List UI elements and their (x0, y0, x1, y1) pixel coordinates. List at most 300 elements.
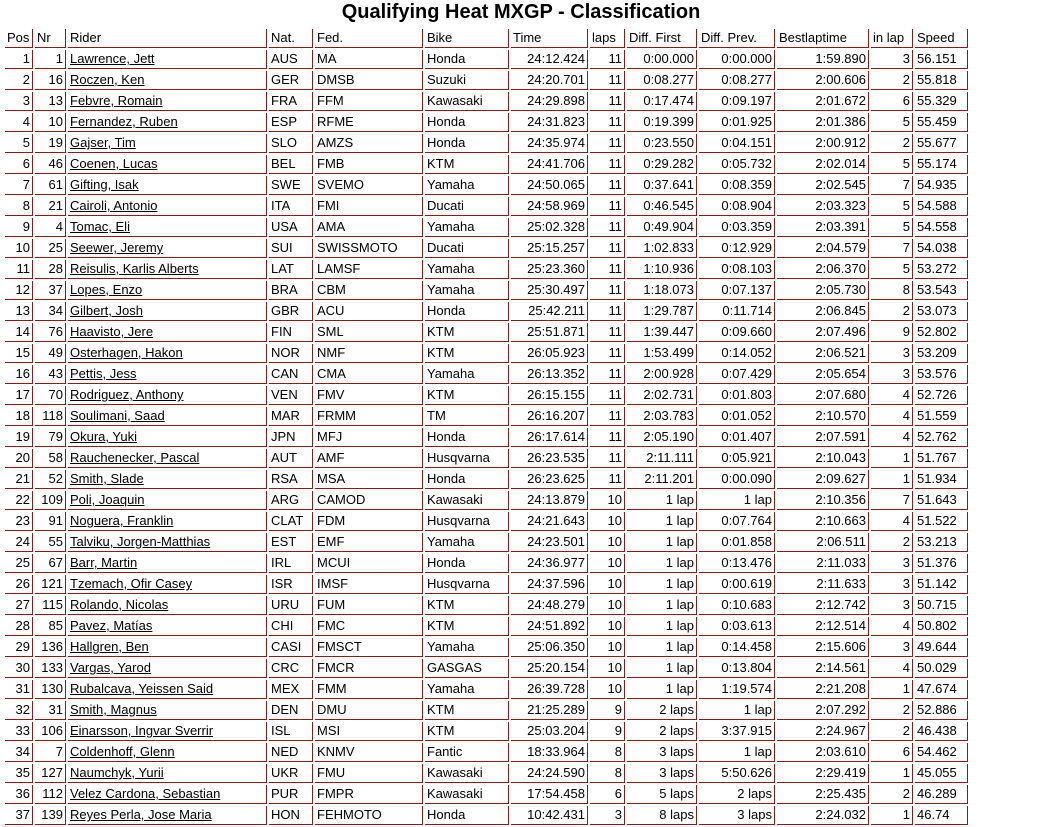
cell-diff-first: 1 lap (627, 680, 697, 699)
cell-rider (68, 50, 267, 69)
cell-bike: Husqvarna (425, 449, 509, 468)
cell-nr: 136 (35, 638, 66, 657)
cell-speed: 53.543 (915, 281, 968, 300)
rider-link[interactable]: Lawrence, Jett (70, 51, 155, 66)
cell-fed: SWISSMOTO (315, 239, 423, 258)
table-row (5, 743, 968, 762)
cell-nr: 76 (35, 323, 66, 342)
cell-nat: VEN (269, 386, 313, 405)
cell-rider (68, 617, 267, 636)
table-row (5, 365, 968, 384)
rider-link[interactable]: Tzemach, Ofir Casey (70, 576, 193, 591)
cell-rider (68, 428, 267, 447)
cell-nat: CRC (269, 659, 313, 678)
cell-diff-prev: 1 lap (699, 701, 775, 720)
cell-bike: Honda (425, 428, 509, 447)
cell-in-lap: 3 (871, 638, 913, 657)
cell-bestlaptime: 2:06.845 (777, 302, 869, 321)
cell-speed: 47.674 (915, 680, 968, 699)
cell-diff-prev: 0:07.429 (699, 365, 775, 384)
cell-fed: FMCR (315, 659, 423, 678)
cell-rider (68, 806, 267, 825)
cell-laps: 11 (590, 281, 625, 300)
cell-time: 24:51.892 (511, 617, 588, 636)
table-row (5, 407, 968, 426)
rider-link[interactable]: Osterhagen, Hakon (70, 345, 183, 360)
cell-fed: MCUI (315, 554, 423, 573)
cell-diff-first: 1:10.936 (627, 260, 697, 279)
cell-fed: FEHMOTO (315, 806, 423, 825)
rider-link[interactable]: Rubalcava, Yeissen Said (70, 681, 214, 696)
cell-in-lap: 3 (871, 50, 913, 69)
cell-laps: 9 (590, 701, 625, 720)
rider-link[interactable]: Naumchyk, Yurii (70, 765, 164, 780)
cell-diff-prev: 0:01.052 (699, 407, 775, 426)
cell-diff-prev: 2 laps (699, 785, 775, 804)
cell-diff-first: 2 laps (627, 722, 697, 741)
cell-bestlaptime: 2:12.742 (777, 596, 869, 615)
rider-link[interactable]: Reisulis, Karlis Alberts (70, 261, 199, 276)
cell-nr: 25 (35, 239, 66, 258)
cell-pos: 13 (5, 302, 33, 321)
rider-link[interactable]: Okura, Yuki (70, 429, 137, 444)
cell-in-lap: 8 (871, 281, 913, 300)
cell-nat: EST (269, 533, 313, 552)
cell-pos: 37 (5, 806, 33, 825)
cell-diff-first: 5 laps (627, 785, 697, 804)
cell-nr: 10 (35, 113, 66, 132)
cell-bike: Ducati (425, 197, 509, 216)
table-row (5, 281, 968, 300)
cell-diff-prev: 1:19.574 (699, 680, 775, 699)
rider-link[interactable]: Einarsson, Ingvar Sverrir (70, 723, 214, 738)
cell-in-lap: 5 (871, 113, 913, 132)
cell-bestlaptime: 2:02.014 (777, 155, 869, 174)
cell-laps: 11 (590, 386, 625, 405)
rider-link[interactable]: Fernandez, Ruben (70, 114, 178, 129)
cell-diff-first: 1 lap (627, 512, 697, 531)
cell-nat: ITA (269, 197, 313, 216)
cell-pos: 27 (5, 596, 33, 615)
cell-bike: Yamaha (425, 680, 509, 699)
rider-link[interactable]: Poli, Joaquin (70, 492, 145, 507)
cell-time: 25:51.871 (511, 323, 588, 342)
cell-rider (68, 533, 267, 552)
cell-diff-prev: 0:12.929 (699, 239, 775, 258)
cell-diff-first: 1 lap (627, 533, 697, 552)
cell-speed: 54.558 (915, 218, 968, 237)
rider-link[interactable]: Cairoli, Antonio (70, 198, 158, 213)
rider-link[interactable]: Rodriguez, Anthony (70, 387, 184, 402)
cell-nr: 7 (35, 743, 66, 762)
cell-fed: EMF (315, 533, 423, 552)
cell-nat: BEL (269, 155, 313, 174)
classification-table (3, 27, 970, 827)
rider-link[interactable]: Seewer, Jeremy (70, 240, 164, 255)
cell-speed: 54.588 (915, 197, 968, 216)
cell-bestlaptime: 2:07.292 (777, 701, 869, 720)
cell-bike: TM (425, 407, 509, 426)
cell-nr: 13 (35, 92, 66, 111)
cell-fed: MSA (315, 470, 423, 489)
cell-time: 25:23.360 (511, 260, 588, 279)
cell-time: 24:50.065 (511, 176, 588, 195)
rider-link[interactable]: Talviku, Jorgen-Matthias (70, 534, 211, 549)
cell-laps: 10 (590, 680, 625, 699)
table-row (5, 617, 968, 636)
cell-speed: 46.74 (915, 806, 968, 825)
cell-pos: 10 (5, 239, 33, 258)
cell-laps: 11 (590, 50, 625, 69)
col-header-diff-prev: Diff. Prev. (699, 29, 775, 48)
cell-in-lap: 4 (871, 659, 913, 678)
cell-laps: 10 (590, 596, 625, 615)
cell-diff-first: 1:53.499 (627, 344, 697, 363)
cell-diff-prev: 5:50.626 (699, 764, 775, 783)
cell-speed: 50.715 (915, 596, 968, 615)
cell-bestlaptime: 2:05.654 (777, 365, 869, 384)
cell-fed: FRMM (315, 407, 423, 426)
cell-rider (68, 113, 267, 132)
cell-bestlaptime: 2:11.033 (777, 554, 869, 573)
cell-laps: 11 (590, 176, 625, 195)
cell-nat: URU (269, 596, 313, 615)
table-row (5, 491, 968, 510)
cell-nr: 1 (35, 50, 66, 69)
cell-rider (68, 575, 267, 594)
cell-nat: JPN (269, 428, 313, 447)
cell-time: 24:58.969 (511, 197, 588, 216)
rider-link[interactable]: Pavez, Matías (70, 618, 153, 633)
cell-bike: KTM (425, 617, 509, 636)
cell-bestlaptime: 2:06.521 (777, 344, 869, 363)
cell-nat: FRA (269, 92, 313, 111)
cell-fed: SML (315, 323, 423, 342)
cell-laps: 11 (590, 134, 625, 153)
cell-diff-prev: 3 laps (699, 806, 775, 825)
cell-speed: 53.209 (915, 344, 968, 363)
table-row (5, 113, 968, 132)
cell-speed: 55.818 (915, 71, 968, 90)
cell-pos: 32 (5, 701, 33, 720)
cell-fed: KNMV (315, 743, 423, 762)
cell-nat: GBR (269, 302, 313, 321)
cell-fed: MSI (315, 722, 423, 741)
cell-speed: 53.073 (915, 302, 968, 321)
cell-in-lap: 4 (871, 407, 913, 426)
rider-link[interactable]: Smith, Slade (70, 471, 144, 486)
cell-time: 25:02.328 (511, 218, 588, 237)
cell-in-lap: 2 (871, 722, 913, 741)
cell-rider (68, 281, 267, 300)
cell-pos: 23 (5, 512, 33, 531)
cell-diff-prev: 0:01.858 (699, 533, 775, 552)
cell-bestlaptime: 2:15.606 (777, 638, 869, 657)
rider-link[interactable]: Rauchenecker, Pascal (70, 450, 200, 465)
cell-rider (68, 407, 267, 426)
cell-bestlaptime: 2:04.579 (777, 239, 869, 258)
cell-rider (68, 512, 267, 531)
cell-diff-first: 1 lap (627, 554, 697, 573)
cell-nat: NOR (269, 344, 313, 363)
cell-speed: 45.055 (915, 764, 968, 783)
table-row (5, 701, 968, 720)
cell-in-lap: 2 (871, 302, 913, 321)
cell-bike: Kawasaki (425, 785, 509, 804)
cell-nat: FIN (269, 323, 313, 342)
cell-bike: Yamaha (425, 281, 509, 300)
cell-in-lap: 1 (871, 449, 913, 468)
cell-speed: 54.038 (915, 239, 968, 258)
cell-in-lap: 6 (871, 743, 913, 762)
table-row (5, 197, 968, 216)
cell-time: 25:06.350 (511, 638, 588, 657)
rider-link[interactable]: Pettis, Jess (70, 366, 137, 381)
cell-bestlaptime: 2:05.730 (777, 281, 869, 300)
cell-speed: 51.142 (915, 575, 968, 594)
cell-rider (68, 71, 267, 90)
cell-in-lap: 1 (871, 806, 913, 825)
cell-speed: 54.935 (915, 176, 968, 195)
cell-rider (68, 365, 267, 384)
cell-rider (68, 197, 267, 216)
classification-rows (5, 50, 968, 825)
table-row (5, 71, 968, 90)
cell-bestlaptime: 2:07.496 (777, 323, 869, 342)
table-row (5, 155, 968, 174)
cell-pos: 34 (5, 743, 33, 762)
table-row (5, 470, 968, 489)
cell-diff-prev: 0:04.151 (699, 134, 775, 153)
cell-bestlaptime: 2:21.208 (777, 680, 869, 699)
col-header-in-lap: in lap (871, 29, 913, 48)
cell-speed: 51.934 (915, 470, 968, 489)
rider-link[interactable]: Febvre, Romain (70, 93, 163, 108)
cell-nr: 109 (35, 491, 66, 510)
cell-diff-first: 1 lap (627, 575, 697, 594)
table-row (5, 134, 968, 153)
cell-nr: 61 (35, 176, 66, 195)
cell-time: 24:31.823 (511, 113, 588, 132)
cell-fed: FMI (315, 197, 423, 216)
table-row (5, 596, 968, 615)
cell-laps: 10 (590, 491, 625, 510)
table-row (5, 92, 968, 111)
cell-diff-first: 2:00.928 (627, 365, 697, 384)
cell-nr: 106 (35, 722, 66, 741)
cell-time: 25:20.154 (511, 659, 588, 678)
cell-pos: 19 (5, 428, 33, 447)
cell-in-lap: 7 (871, 176, 913, 195)
cell-fed: IMSF (315, 575, 423, 594)
cell-pos: 18 (5, 407, 33, 426)
cell-laps: 9 (590, 722, 625, 741)
cell-in-lap: 2 (871, 701, 913, 720)
cell-laps: 11 (590, 239, 625, 258)
col-header-speed: Speed (915, 29, 968, 48)
col-header-bike: Bike (425, 29, 509, 48)
cell-time: 24:21.643 (511, 512, 588, 531)
cell-bestlaptime: 2:10.043 (777, 449, 869, 468)
rider-link[interactable]: Coenen, Lucas (70, 156, 158, 171)
cell-speed: 55.459 (915, 113, 968, 132)
cell-laps: 11 (590, 323, 625, 342)
cell-fed: FFM (315, 92, 423, 111)
page-title: Qualifying Heat MXGP - Classification (341, 1, 701, 23)
rider-link[interactable]: Noguera, Franklin (70, 513, 174, 528)
cell-speed: 52.886 (915, 701, 968, 720)
rider-link[interactable]: Lopes, Enzo (70, 282, 143, 297)
cell-rider (68, 323, 267, 342)
col-header-pos: Pos (5, 29, 33, 48)
cell-bestlaptime: 2:01.672 (777, 92, 869, 111)
table-row (5, 323, 968, 342)
cell-diff-prev: 0:01.407 (699, 428, 775, 447)
cell-nr: 58 (35, 449, 66, 468)
cell-speed: 49.644 (915, 638, 968, 657)
cell-nat: SLO (269, 134, 313, 153)
cell-nat: AUT (269, 449, 313, 468)
cell-diff-prev: 0:11.714 (699, 302, 775, 321)
rider-link[interactable]: Reyes Perla, Jose Maria (70, 807, 212, 822)
cell-speed: 55.174 (915, 155, 968, 174)
cell-fed: CMA (315, 365, 423, 384)
cell-bestlaptime: 2:24.967 (777, 722, 869, 741)
rider-link[interactable]: Smith, Magnus (70, 702, 157, 717)
rider-link[interactable]: Barr, Martin (70, 555, 138, 570)
cell-rider (68, 680, 267, 699)
table-row (5, 260, 968, 279)
cell-diff-first: 2:05.190 (627, 428, 697, 447)
cell-pos: 20 (5, 449, 33, 468)
cell-nr: 130 (35, 680, 66, 699)
rider-link[interactable]: Roczen, Ken (70, 72, 145, 87)
cell-time: 26:13.352 (511, 365, 588, 384)
cell-bike: KTM (425, 722, 509, 741)
cell-time: 26:23.625 (511, 470, 588, 489)
cell-time: 25:42.211 (511, 302, 588, 321)
cell-bike: Yamaha (425, 533, 509, 552)
cell-speed: 51.376 (915, 554, 968, 573)
cell-nat: RSA (269, 470, 313, 489)
rider-link[interactable]: Haavisto, Jere (70, 324, 154, 339)
rider-link[interactable]: Gajser, Tim (70, 135, 136, 150)
cell-nat: LAT (269, 260, 313, 279)
cell-bike: Kawasaki (425, 491, 509, 510)
cell-rider (68, 638, 267, 657)
cell-nr: 91 (35, 512, 66, 531)
col-header-nat: Nat. (269, 29, 313, 48)
col-header-bestlaptime: Bestlaptime (777, 29, 869, 48)
cell-pos: 16 (5, 365, 33, 384)
cell-rider (68, 743, 267, 762)
cell-nat: CASI (269, 638, 313, 657)
cell-bestlaptime: 2:10.570 (777, 407, 869, 426)
table-row (5, 344, 968, 363)
cell-nr: 127 (35, 764, 66, 783)
cell-nat: SUI (269, 239, 313, 258)
rider-link[interactable]: Tomac, Eli (70, 219, 130, 234)
cell-speed: 52.762 (915, 428, 968, 447)
cell-time: 10:42.431 (511, 806, 588, 825)
cell-laps: 11 (590, 365, 625, 384)
table-row (5, 533, 968, 552)
cell-nr: 34 (35, 302, 66, 321)
cell-diff-prev: 0:07.137 (699, 281, 775, 300)
cell-bestlaptime: 2:29.419 (777, 764, 869, 783)
cell-time: 24:23.501 (511, 533, 588, 552)
rider-link[interactable]: Gifting, Isak (70, 177, 139, 192)
rider-link[interactable]: Gilbert, Josh (70, 303, 143, 318)
table-row (5, 722, 968, 741)
col-header-time: Time (511, 29, 588, 48)
cell-time: 26:16.207 (511, 407, 588, 426)
cell-bike: GASGAS (425, 659, 509, 678)
cell-nat: USA (269, 218, 313, 237)
cell-fed: FMV (315, 386, 423, 405)
cell-laps: 10 (590, 638, 625, 657)
cell-in-lap: 3 (871, 575, 913, 594)
cell-speed: 55.677 (915, 134, 968, 153)
cell-pos: 29 (5, 638, 33, 657)
cell-bestlaptime: 2:07.680 (777, 386, 869, 405)
cell-rider (68, 701, 267, 720)
rider-link[interactable]: Coldenhoff, Glenn (70, 744, 175, 759)
cell-diff-prev: 0:01.925 (699, 113, 775, 132)
cell-speed: 53.213 (915, 533, 968, 552)
cell-bike: Yamaha (425, 218, 509, 237)
cell-nr: 43 (35, 365, 66, 384)
cell-nr: 79 (35, 428, 66, 447)
cell-nat: AUS (269, 50, 313, 69)
table-row (5, 302, 968, 321)
cell-fed: AMA (315, 218, 423, 237)
cell-diff-prev: 0:01.803 (699, 386, 775, 405)
cell-diff-first: 2:03.783 (627, 407, 697, 426)
cell-bestlaptime: 2:02.545 (777, 176, 869, 195)
rider-link[interactable]: Hallgren, Ben (70, 639, 149, 654)
rider-link[interactable]: Rolando, Nicolas (70, 597, 169, 612)
cell-in-lap: 2 (871, 71, 913, 90)
cell-speed: 46.289 (915, 785, 968, 804)
rider-link[interactable]: Soulimani, Saad (70, 408, 165, 423)
cell-nr: 133 (35, 659, 66, 678)
cell-laps: 8 (590, 743, 625, 762)
cell-nr: 37 (35, 281, 66, 300)
cell-in-lap: 5 (871, 218, 913, 237)
rider-link[interactable]: Velez Cardona, Sebastian (70, 786, 221, 801)
cell-rider (68, 134, 267, 153)
cell-rider (68, 470, 267, 489)
cell-rider (68, 260, 267, 279)
cell-bike: Yamaha (425, 365, 509, 384)
cell-in-lap: 5 (871, 197, 913, 216)
rider-link[interactable]: Vargas, Yarod (70, 660, 151, 675)
cell-bestlaptime: 2:25.435 (777, 785, 869, 804)
cell-nr: 115 (35, 596, 66, 615)
cell-time: 26:05.923 (511, 344, 588, 363)
cell-speed: 51.522 (915, 512, 968, 531)
cell-in-lap: 1 (871, 680, 913, 699)
cell-diff-prev: 0:08.359 (699, 176, 775, 195)
cell-bike: Honda (425, 50, 509, 69)
table-row (5, 554, 968, 573)
cell-diff-first: 0:23.550 (627, 134, 697, 153)
cell-diff-prev: 0:08.904 (699, 197, 775, 216)
cell-laps: 10 (590, 512, 625, 531)
cell-laps: 11 (590, 407, 625, 426)
cell-bike: KTM (425, 701, 509, 720)
